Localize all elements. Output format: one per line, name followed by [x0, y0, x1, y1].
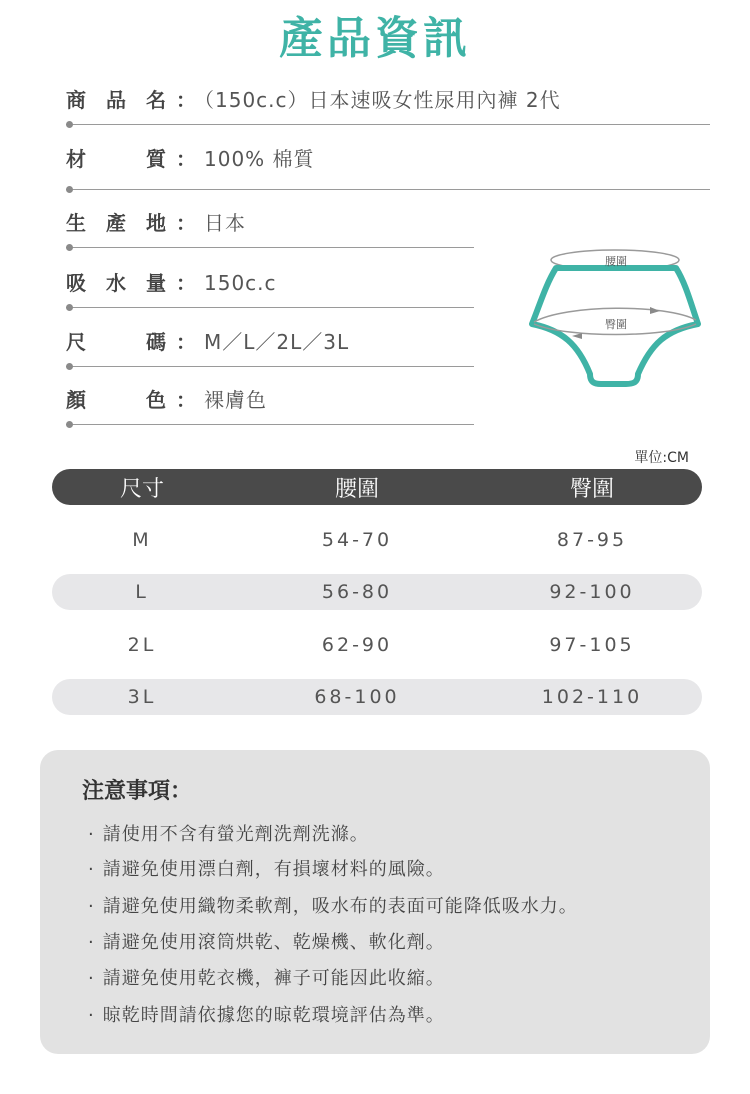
- table-cell: 62-90: [321, 634, 393, 656]
- waist-label: 腰圍: [605, 255, 627, 268]
- divider-dot: [66, 304, 73, 311]
- divider-line: [66, 424, 474, 425]
- divider-line: [66, 366, 474, 367]
- unit-label: 單位:CM: [634, 450, 689, 466]
- table-cell: 3L: [127, 686, 157, 708]
- info-value: 日本: [204, 211, 246, 235]
- info-colon: ：: [176, 88, 196, 112]
- bullet: ·: [88, 968, 95, 989]
- info-colon: ：: [176, 271, 196, 295]
- size-table-header: [52, 469, 702, 505]
- info-colon: ：: [176, 147, 196, 171]
- info-value: 150c.c: [204, 271, 277, 295]
- note-item: [88, 820, 369, 846]
- info-value: 裸膚色: [204, 388, 267, 412]
- divider-line: [66, 189, 710, 190]
- header-waist: 腰圍: [334, 476, 379, 502]
- info-row-material: [66, 143, 315, 173]
- table-cell: L: [135, 581, 149, 603]
- info-colon: ：: [176, 211, 196, 235]
- note-text: 請避免使用漂白劑，有損壞材料的風險。: [102, 859, 445, 880]
- table-cell: 68-100: [314, 686, 400, 708]
- info-row-product-name: [66, 84, 561, 114]
- info-colon: ：: [176, 388, 196, 412]
- info-label: 尺碼: [66, 330, 166, 354]
- info-colon: ：: [176, 330, 196, 354]
- note-item: [88, 855, 445, 881]
- info-row-absorbency: [66, 267, 277, 297]
- info-label: 商品名: [66, 88, 166, 112]
- bullet: ·: [88, 1005, 95, 1026]
- page-title: 產品資訊: [279, 13, 471, 64]
- info-label: 吸水量: [66, 271, 166, 295]
- note-text: 晾乾時間請依據您的晾乾環境評估為準。: [102, 1005, 445, 1026]
- header-hip: 臀圍: [569, 476, 614, 502]
- note-item: [88, 964, 445, 990]
- info-row-color: [66, 384, 267, 414]
- table-cell: 56-80: [321, 581, 393, 603]
- table-cell: 102-110: [541, 686, 643, 708]
- divider-dot: [66, 186, 73, 193]
- table-row: [52, 522, 702, 558]
- table-cell: 92-100: [549, 581, 635, 603]
- divider-dot: [66, 421, 73, 428]
- table-cell: 2L: [127, 634, 157, 656]
- note-text: 請避免使用滾筒烘乾、乾燥機、軟化劑。: [102, 932, 445, 953]
- table-cell: 87-95: [556, 529, 628, 551]
- info-row-sizes: [66, 326, 349, 356]
- note-text: 請使用不含有螢光劑洗劑洗滌。: [102, 824, 369, 845]
- table-row: [52, 574, 702, 610]
- divider-dot: [66, 121, 73, 128]
- hip-arrow-icon: [650, 307, 660, 314]
- notes-panel: [40, 750, 710, 1054]
- table-cell: 97-105: [549, 634, 635, 656]
- info-label: 生產地: [66, 211, 166, 235]
- table-cell: 54-70: [321, 529, 393, 551]
- bullet: ·: [88, 859, 95, 880]
- hip-arrow-icon: [572, 333, 582, 339]
- info-label: 材質: [66, 147, 166, 171]
- divider-line: [66, 307, 474, 308]
- note-text: 請避免使用乾衣機，褲子可能因此收縮。: [102, 968, 445, 989]
- underwear-diagram-icon: [526, 244, 708, 396]
- notes-title: 注意事項：: [82, 779, 193, 804]
- table-row: [52, 679, 702, 715]
- bullet: ·: [88, 896, 95, 917]
- info-row-origin: [66, 207, 246, 237]
- note-text: 請避免使用織物柔軟劑，吸水布的表面可能降低吸水力。: [102, 896, 578, 917]
- info-value: 100% 棉質: [204, 147, 315, 171]
- info-value: M／L／2L／3L: [204, 330, 350, 354]
- header-size: 尺寸: [119, 476, 164, 502]
- divider-dot: [66, 363, 73, 370]
- bullet: ·: [88, 824, 95, 845]
- info-value: （150c.c）日本速吸女性尿用內褲 2代: [204, 88, 561, 112]
- note-item: [88, 1001, 445, 1027]
- table-row: [52, 627, 702, 663]
- note-item: [88, 928, 445, 954]
- note-item: [88, 892, 578, 918]
- divider-dot: [66, 244, 73, 251]
- table-cell: M: [132, 529, 152, 551]
- info-label: 顏色: [66, 388, 166, 412]
- divider-line: [66, 124, 710, 125]
- bullet: ·: [88, 932, 95, 953]
- hip-label: 臀圍: [605, 318, 627, 331]
- divider-line: [66, 247, 474, 248]
